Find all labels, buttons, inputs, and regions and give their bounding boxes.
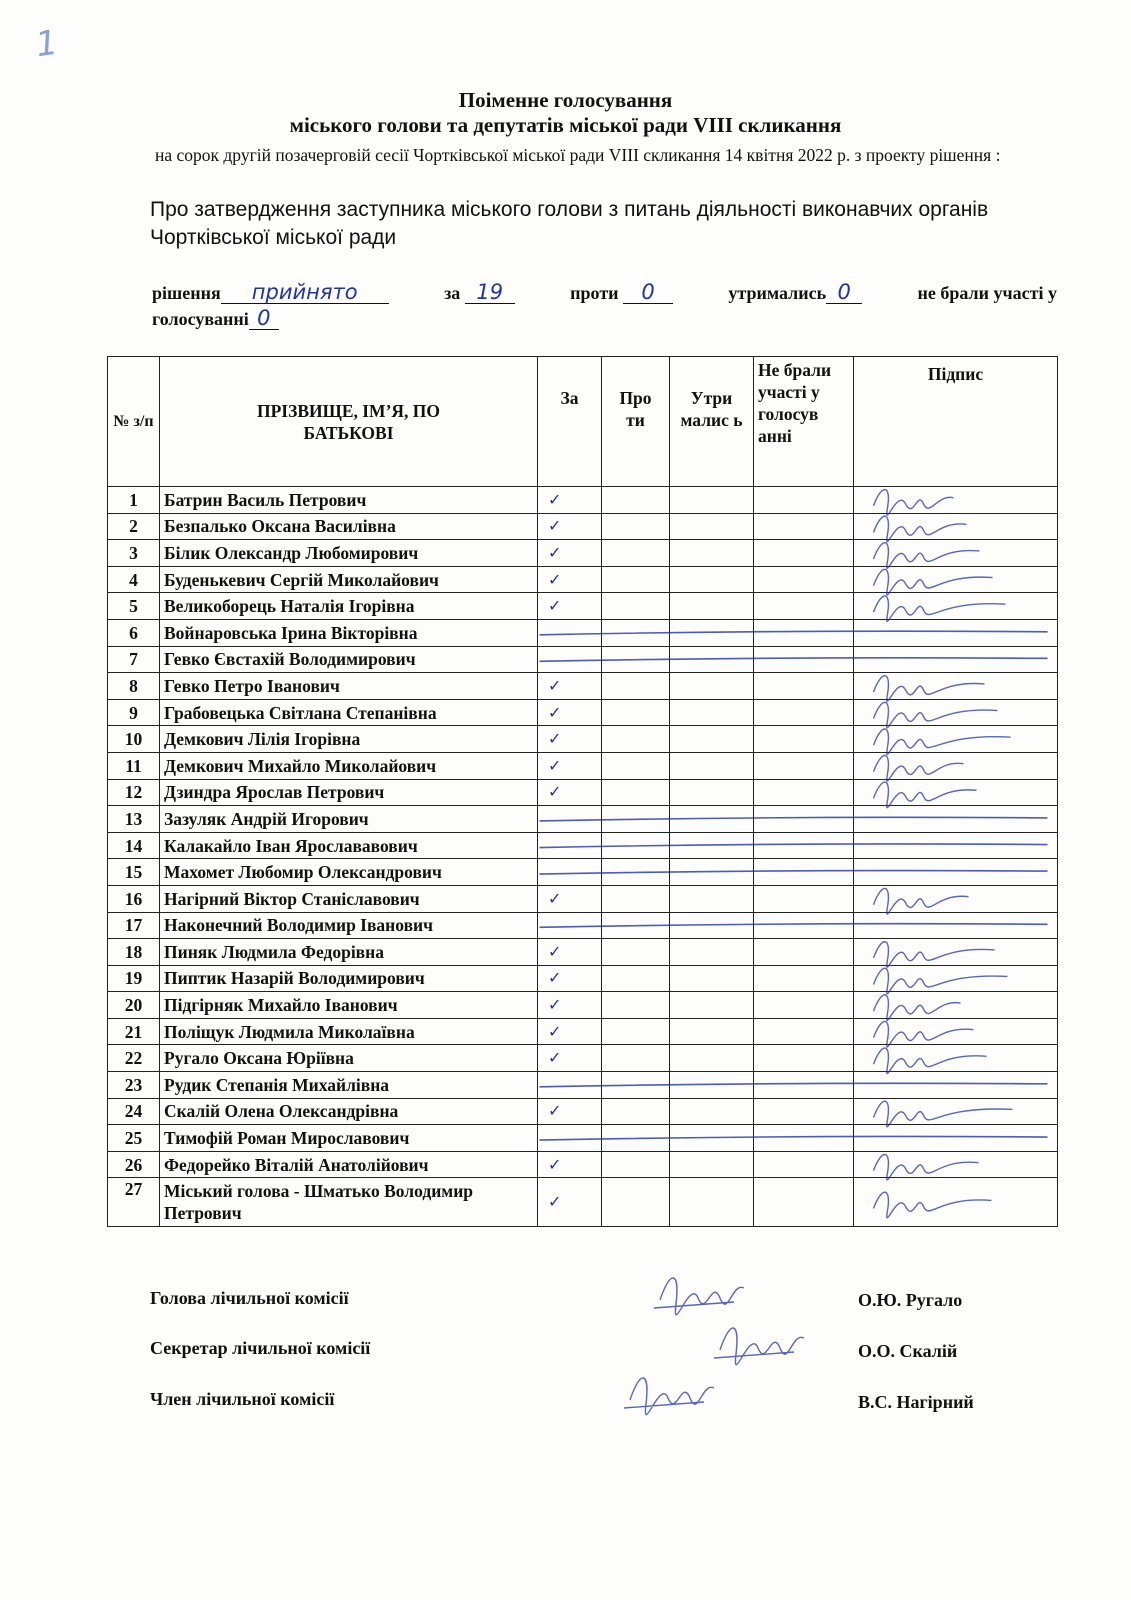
document-title: Поіменне голосування	[458, 88, 673, 112]
deputy-name: Пиняк Людмила Федорівна	[160, 939, 538, 966]
vote-not-voting-cell	[754, 487, 854, 514]
table-row	[108, 540, 1058, 567]
vote-against-cell	[602, 619, 670, 646]
deputy-name: Ругало Оксана Юріївна	[160, 1045, 538, 1072]
vote-not-voting-cell	[754, 992, 854, 1019]
vote-abstained-cell	[670, 726, 754, 753]
vote-for-cell	[538, 1072, 602, 1099]
row-number: 4	[108, 566, 160, 593]
vote-against-cell	[602, 992, 670, 1019]
deputy-name: Пиптик Назарій Володимирович	[160, 965, 538, 992]
vote-abstained-cell	[670, 1151, 754, 1178]
vote-not-voting-cell	[754, 513, 854, 540]
deputy-name: Демкович Лілія Ігорівна	[160, 726, 538, 753]
signature-cell	[854, 1072, 1058, 1099]
row-number: 20	[108, 992, 160, 1019]
session-description: на сорок другій позачерговій сесії Чортківської міської ради VIII скликання 14 квітня 2022 р. з проекту рішення :	[155, 145, 1001, 165]
signature-cell	[854, 699, 1058, 726]
decision-summary	[152, 280, 1057, 332]
vote-not-voting-cell	[754, 1178, 854, 1227]
vote-abstained-cell	[670, 1045, 754, 1072]
signature-cell	[854, 1045, 1058, 1072]
row-number: 2	[108, 513, 160, 540]
vote-not-voting-cell	[754, 806, 854, 833]
vote-for-cell	[538, 779, 602, 806]
deputy-name: Буденькевич Сергій Миколайович	[160, 566, 538, 593]
vote-against-cell	[602, 513, 670, 540]
signature-cell	[854, 806, 1058, 833]
table-row	[108, 1098, 1058, 1125]
deputy-name: Великоборець Наталія Ігорівна	[160, 593, 538, 620]
header-signature: Підпис	[854, 357, 1058, 487]
header-num: № з/п	[108, 357, 160, 487]
check-mark: ✓	[548, 569, 562, 589]
abstained-count-field	[826, 281, 862, 304]
vote-abstained-cell	[670, 1072, 754, 1099]
table-row	[108, 859, 1058, 886]
vote-for-cell	[538, 699, 602, 726]
member-label: Член лічильної комісії	[150, 1389, 335, 1409]
vote-against-cell	[602, 726, 670, 753]
deputy-name: Войнаровська Ірина Вікторівна	[160, 619, 538, 646]
vote-against-cell	[602, 752, 670, 779]
signature-cell	[854, 779, 1058, 806]
vote-for-cell	[538, 1125, 602, 1152]
page-number-mark: 1	[33, 22, 61, 66]
deputy-name: Батрин Василь Петрович	[160, 487, 538, 514]
signature-cell	[854, 593, 1058, 620]
vote-against-cell	[602, 646, 670, 673]
row-number: 14	[108, 832, 160, 859]
deputy-name: Нагірний Віктор Станіславович	[160, 885, 538, 912]
vote-against-cell	[602, 566, 670, 593]
signature-cell	[854, 912, 1058, 939]
vote-not-voting-cell	[754, 619, 854, 646]
deputy-name: Грабовецька Світлана Степанівна	[160, 699, 538, 726]
commission-signature	[654, 1278, 744, 1315]
vote-against-cell	[602, 912, 670, 939]
vote-abstained-cell	[670, 1178, 754, 1227]
vote-not-voting-cell	[754, 1072, 854, 1099]
check-mark: ✓	[548, 516, 562, 536]
vote-not-voting-cell	[754, 646, 854, 673]
vote-against-cell	[602, 1098, 670, 1125]
not-voting-count-field	[249, 307, 279, 330]
row-number: 13	[108, 806, 160, 833]
vote-against-cell	[602, 806, 670, 833]
table-row	[108, 832, 1058, 859]
vote-not-voting-cell	[754, 1045, 854, 1072]
deputy-name: Білик Олександр Любомирович	[160, 540, 538, 567]
signature-cell	[854, 859, 1058, 886]
table-row	[108, 779, 1058, 806]
row-number: 21	[108, 1018, 160, 1045]
deputy-name: Калакайло Іван Ярослававович	[160, 832, 538, 859]
vote-not-voting-cell	[754, 912, 854, 939]
signature-cell	[854, 673, 1058, 700]
row-number: 19	[108, 965, 160, 992]
vote-against-cell	[602, 939, 670, 966]
not-voting-label: не брали участі у	[917, 283, 1057, 303]
vote-against-cell	[602, 1125, 670, 1152]
deputy-name: Міський голова - Шматько Володимир Петрович	[160, 1178, 538, 1227]
secretary-name: О.О. Скалій	[858, 1341, 958, 1361]
signature-cell	[854, 1178, 1058, 1227]
vote-abstained-cell	[670, 912, 754, 939]
table-row	[108, 1125, 1058, 1152]
deputy-name: Поліщук Людмила Миколаївна	[160, 1018, 538, 1045]
vote-against-cell	[602, 1045, 670, 1072]
table-row	[108, 1178, 1058, 1227]
table-row	[108, 806, 1058, 833]
vote-against-cell	[602, 593, 670, 620]
table-row	[108, 487, 1058, 514]
vote-against-cell	[602, 965, 670, 992]
deputy-name: Скалій Олена Олександрівна	[160, 1098, 538, 1125]
decision-value: прийнято	[251, 280, 358, 304]
vote-for-cell	[538, 1178, 602, 1227]
vote-not-voting-cell	[754, 1151, 854, 1178]
row-number: 7	[108, 646, 160, 673]
vote-abstained-cell	[670, 992, 754, 1019]
header-for: За	[538, 357, 602, 487]
vote-not-voting-cell	[754, 885, 854, 912]
vote-for-cell	[538, 1151, 602, 1178]
vote-abstained-cell	[670, 619, 754, 646]
vote-abstained-cell	[670, 487, 754, 514]
deputy-name: Дзиндра Ярослав Петрович	[160, 779, 538, 806]
vote-for-cell	[538, 673, 602, 700]
deputy-name: Наконечний Володимир Іванович	[160, 912, 538, 939]
vote-for-cell	[538, 859, 602, 886]
abstained-count: 0	[837, 280, 851, 304]
vote-abstained-cell	[670, 939, 754, 966]
vote-against-cell	[602, 673, 670, 700]
vote-not-voting-cell	[754, 699, 854, 726]
project-title: Про затвердження заступника міського голови з питань діяльності виконавчих органів Чортківської міської ради	[150, 198, 989, 249]
vote-against-cell	[602, 540, 670, 567]
vote-not-voting-cell	[754, 1018, 854, 1045]
vote-not-voting-cell	[754, 965, 854, 992]
vote-for-cell	[538, 513, 602, 540]
vote-abstained-cell	[670, 1098, 754, 1125]
member-name: В.С. Нагірний	[858, 1392, 974, 1412]
row-number: 1	[108, 487, 160, 514]
vote-abstained-cell	[670, 859, 754, 886]
vote-for-cell	[538, 487, 602, 514]
table-row	[108, 646, 1058, 673]
vote-abstained-cell	[670, 965, 754, 992]
vote-abstained-cell	[670, 885, 754, 912]
check-mark: ✓	[548, 542, 562, 562]
check-mark: ✓	[548, 995, 562, 1015]
vote-for-cell	[538, 965, 602, 992]
roll-call-table	[107, 356, 1058, 1227]
vote-not-voting-cell	[754, 832, 854, 859]
row-number: 16	[108, 885, 160, 912]
vote-for-cell	[538, 912, 602, 939]
vote-for-cell	[538, 566, 602, 593]
table-row	[108, 1018, 1058, 1045]
deputy-name: Безпалько Оксана Василівна	[160, 513, 538, 540]
table-row	[108, 673, 1058, 700]
signature-cell	[854, 487, 1058, 514]
vote-against-cell	[602, 1072, 670, 1099]
check-mark: ✓	[548, 702, 562, 722]
against-count: 0	[641, 280, 655, 304]
deputy-name: Махомет Любомир Олександрович	[160, 859, 538, 886]
signature-cell	[854, 726, 1058, 753]
abstained-label: утримались	[728, 283, 827, 303]
table-row	[108, 939, 1058, 966]
check-mark: ✓	[548, 1021, 562, 1041]
check-mark: ✓	[548, 782, 562, 802]
vote-for-cell	[538, 593, 602, 620]
for-label: за	[444, 283, 461, 303]
vote-against-cell	[602, 699, 670, 726]
signature-cell	[854, 832, 1058, 859]
deputy-name: Гевко Євстахій Володимирович	[160, 646, 538, 673]
deputy-name: Демкович Михайло Миколайович	[160, 752, 538, 779]
check-mark: ✓	[548, 888, 562, 908]
table-row	[108, 1045, 1058, 1072]
signature-cell	[854, 646, 1058, 673]
table-row	[108, 885, 1058, 912]
deputy-name: Зазуляк Андрій Игорович	[160, 806, 538, 833]
vote-against-cell	[602, 859, 670, 886]
signature-cell	[854, 1125, 1058, 1152]
table-row	[108, 593, 1058, 620]
check-mark: ✓	[548, 596, 562, 616]
row-number: 11	[108, 752, 160, 779]
table-row	[108, 1151, 1058, 1178]
table-row	[108, 912, 1058, 939]
table-row	[108, 513, 1058, 540]
vote-not-voting-cell	[754, 726, 854, 753]
signature-cell	[854, 1098, 1058, 1125]
table-row	[108, 699, 1058, 726]
signature-cell	[854, 885, 1058, 912]
decision-value-field	[221, 281, 389, 304]
vote-abstained-cell	[670, 1125, 754, 1152]
deputy-name: Федорейко Віталій Анатолійович	[160, 1151, 538, 1178]
header-name: ПРІЗВИЩЕ, ІМ’Я, ПО БАТЬКОВІ	[160, 357, 538, 487]
check-mark: ✓	[548, 489, 562, 509]
table-row	[108, 566, 1058, 593]
table-header-row	[108, 357, 1058, 487]
vote-for-cell	[538, 752, 602, 779]
row-number: 24	[108, 1098, 160, 1125]
against-count-field	[623, 281, 673, 304]
header-against: Про ти	[602, 357, 670, 487]
vote-abstained-cell	[670, 646, 754, 673]
row-number: 27	[108, 1178, 160, 1227]
row-number: 26	[108, 1151, 160, 1178]
signature-cell	[854, 566, 1058, 593]
not-voting-label-2: голосуванні	[152, 309, 249, 329]
signature-cell	[854, 619, 1058, 646]
vote-against-cell	[602, 487, 670, 514]
vote-against-cell	[602, 779, 670, 806]
header-not-voting: Не брали участі у голосув анні	[754, 357, 854, 487]
check-mark: ✓	[548, 1101, 562, 1121]
signature-cell	[854, 992, 1058, 1019]
vote-for-cell	[538, 806, 602, 833]
check-mark: ✓	[548, 675, 562, 695]
row-number: 22	[108, 1045, 160, 1072]
check-mark: ✓	[548, 1048, 562, 1068]
vote-for-cell	[538, 540, 602, 567]
commission-signature	[714, 1328, 804, 1365]
deputy-name: Тимофій Роман Мирославович	[160, 1125, 538, 1152]
signature-cell	[854, 752, 1058, 779]
vote-abstained-cell	[670, 832, 754, 859]
signature-cell	[854, 540, 1058, 567]
vote-for-cell	[538, 885, 602, 912]
row-number: 15	[108, 859, 160, 886]
vote-abstained-cell	[670, 566, 754, 593]
vote-not-voting-cell	[754, 566, 854, 593]
check-mark: ✓	[548, 755, 562, 775]
row-number: 18	[108, 939, 160, 966]
vote-for-cell	[538, 1098, 602, 1125]
commission-signature	[624, 1378, 714, 1415]
vote-against-cell	[602, 1018, 670, 1045]
vote-abstained-cell	[670, 673, 754, 700]
vote-for-cell	[538, 646, 602, 673]
signature-cell	[854, 513, 1058, 540]
vote-not-voting-cell	[754, 593, 854, 620]
vote-against-cell	[602, 1151, 670, 1178]
vote-not-voting-cell	[754, 859, 854, 886]
row-number: 25	[108, 1125, 160, 1152]
vote-not-voting-cell	[754, 939, 854, 966]
secretary-label: Секретар лічильної комісії	[150, 1338, 371, 1358]
table-row	[108, 965, 1058, 992]
table-row	[108, 992, 1058, 1019]
check-mark: ✓	[548, 1154, 562, 1174]
vote-against-cell	[602, 832, 670, 859]
row-number: 23	[108, 1072, 160, 1099]
for-count-field	[465, 281, 515, 304]
check-mark: ✓	[548, 1192, 562, 1212]
vote-for-cell	[538, 939, 602, 966]
vote-for-cell	[538, 1045, 602, 1072]
check-mark: ✓	[548, 729, 562, 749]
vote-for-cell	[538, 619, 602, 646]
decision-label: рішення	[152, 283, 221, 303]
table-row	[108, 1072, 1058, 1099]
vote-not-voting-cell	[754, 1098, 854, 1125]
row-number: 5	[108, 593, 160, 620]
vote-abstained-cell	[670, 806, 754, 833]
row-number: 9	[108, 699, 160, 726]
vote-for-cell	[538, 1018, 602, 1045]
header-abstained: Утри малис ь	[670, 357, 754, 487]
vote-abstained-cell	[670, 1018, 754, 1045]
against-label: проти	[570, 283, 619, 303]
vote-abstained-cell	[670, 779, 754, 806]
vote-not-voting-cell	[754, 540, 854, 567]
vote-abstained-cell	[670, 752, 754, 779]
signature-cell	[854, 939, 1058, 966]
vote-abstained-cell	[670, 593, 754, 620]
row-number: 17	[108, 912, 160, 939]
row-number: 3	[108, 540, 160, 567]
vote-for-cell	[538, 726, 602, 753]
table-row	[108, 619, 1058, 646]
vote-for-cell	[538, 992, 602, 1019]
table-row	[108, 752, 1058, 779]
document-subtitle: міського голови та депутатів міської ради VIII скликання	[289, 113, 842, 137]
check-mark: ✓	[548, 968, 562, 988]
signature-cell	[854, 1151, 1058, 1178]
row-number: 10	[108, 726, 160, 753]
deputy-name: Гевко Петро Іванович	[160, 673, 538, 700]
for-count: 19	[476, 280, 504, 304]
vote-not-voting-cell	[754, 1125, 854, 1152]
signature-cell	[854, 1018, 1058, 1045]
row-number: 6	[108, 619, 160, 646]
table-body	[108, 487, 1058, 1227]
vote-against-cell	[602, 1178, 670, 1227]
vote-not-voting-cell	[754, 673, 854, 700]
vote-abstained-cell	[670, 699, 754, 726]
row-number: 8	[108, 673, 160, 700]
row-number: 12	[108, 779, 160, 806]
chair-label: Голова лічильної комісії	[150, 1288, 349, 1308]
vote-not-voting-cell	[754, 779, 854, 806]
check-mark: ✓	[548, 941, 562, 961]
vote-abstained-cell	[670, 540, 754, 567]
chair-name: О.Ю. Ругало	[858, 1290, 963, 1310]
not-voting-count: 0	[257, 306, 271, 330]
deputy-name: Підгірняк Михайло Іванович	[160, 992, 538, 1019]
deputy-name: Рудик Степанія Михайлівна	[160, 1072, 538, 1099]
signature-cell	[854, 965, 1058, 992]
vote-not-voting-cell	[754, 752, 854, 779]
table-row	[108, 726, 1058, 753]
vote-for-cell	[538, 832, 602, 859]
vote-against-cell	[602, 885, 670, 912]
vote-abstained-cell	[670, 513, 754, 540]
